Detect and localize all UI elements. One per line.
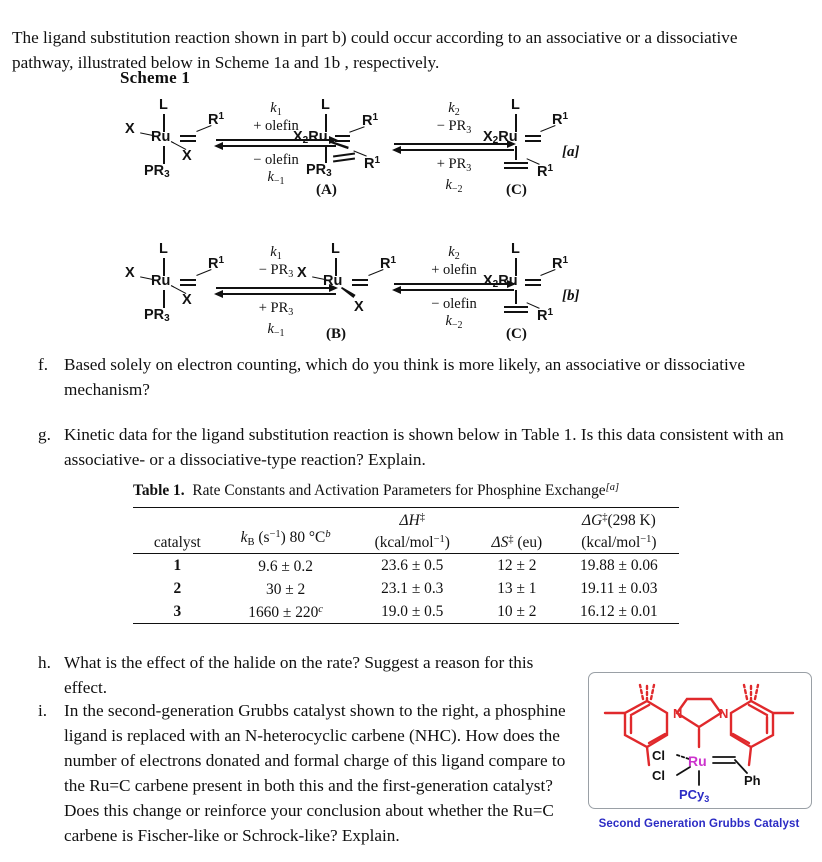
question-h-text: What is the effect of the halide on the rate? Suggest a reason for this effect. [64, 653, 534, 697]
bond-metal-olefin [515, 290, 517, 304]
question-i-text: In the second-generation Grubbs catalyst shown to the right, a phosphine ligand is replaced with an N-heterocyclic carbene (NHC). How does the number of electrons donated and formal charge of this ligand compare to the Ru=C carbene present in both this and the first-generation catalyst? Does this change or reinforce your conclusion about whether the Ru=C carbene is Fischer-like or Schrock-like? Explain. [64, 701, 566, 845]
substituent-R1-upper: $R^1$ [552, 111, 569, 128]
bond-olefin-upper [504, 306, 528, 308]
ligand-X-wedge-label: X [182, 292, 192, 308]
rate-constant-k-2-label: $k_{-2}$ [445, 313, 463, 331]
substituent-R1-label: $R^1$ [208, 255, 225, 272]
metal-center-Ru: Ru [151, 273, 171, 289]
table-caption-label: Table 1. [133, 482, 185, 499]
col-header-enthalpy: ΔH‡ (kcal/mol$^{-1}$) [374, 512, 450, 551]
question-h-marker: h. [38, 653, 51, 672]
table-caption [133, 478, 693, 501]
bond-metal-carbene-lower [525, 140, 541, 142]
ligand-PR3-label: $PR_3$ [144, 163, 170, 180]
cell-catalyst: 2 [173, 579, 182, 597]
substituent-R1-upper: $R^1$ [552, 255, 569, 272]
ligand-L-label: L [331, 241, 340, 257]
bond-metal-carbene-upper [335, 135, 350, 137]
table-row [133, 577, 679, 600]
bond-metal-carbene-upper [352, 279, 368, 281]
col-header-free-energy: ΔG‡(298 K) (kcal/mol$^{-1}$) [581, 512, 657, 551]
bond-metal-carbene-upper [525, 135, 541, 137]
bond-olefin-lower [333, 157, 355, 162]
ligand-PR3-label: $PR_3$ [144, 307, 170, 324]
cell-rate-constant: 30 ± 2 [266, 581, 306, 598]
dihalide-metal-label: $X_2Ru$ [483, 273, 518, 290]
bond-metal-olefin [515, 146, 517, 160]
ligand-X-wedge-label: X [182, 148, 192, 164]
bond-metal-carbene-lower [180, 140, 196, 142]
condition-add-olefin: + olefin [431, 262, 477, 278]
rate-constant-k1-label: $k_1$ [270, 100, 282, 118]
substituent-R1-label: $R^1$ [380, 255, 397, 272]
bond-metal-PR3 [163, 290, 165, 308]
col-header-catalyst: catalyst [153, 534, 201, 551]
cell-catalyst: 3 [173, 602, 182, 620]
question-f-marker: f. [38, 355, 49, 374]
scheme-1a [0, 96, 822, 216]
cell-catalyst: 1 [173, 556, 182, 574]
question-i [38, 698, 583, 848]
metal-center-Ru: Ru [151, 129, 171, 145]
bond-metal-carbene-upper [525, 279, 541, 281]
ligand-X-label: X [125, 121, 135, 137]
bond-olefin-lower [504, 311, 528, 313]
structure-label-C: (C) [506, 182, 527, 198]
bond-metal-carbene-lower [525, 284, 541, 286]
ligand-L-label: L [511, 97, 520, 113]
structure-label-B: (B) [326, 326, 346, 342]
ligand-PR3-label: $PR_3$ [306, 162, 332, 179]
ligand-X-wedge-label: X [354, 299, 364, 315]
rate-constants-table [133, 507, 679, 624]
question-h [38, 650, 578, 700]
nitrogen-right-label: N [719, 706, 729, 721]
col-header-rate-constant: $k_B$ $(s^{-1})$ 80 $^\circ C^b$ [240, 529, 331, 548]
bond-metal-carbene-lower [335, 140, 350, 142]
structure-label-A: (A) [316, 182, 337, 198]
metal-center-Ru: Ru [323, 273, 343, 289]
cell-entropy: 13 ± 1 [497, 579, 537, 597]
table-caption-footnote: [a] [605, 482, 620, 493]
chloride-lower-label: Cl [652, 768, 665, 783]
cell-entropy: 12 ± 2 [497, 556, 537, 574]
ruthenium-center-label: Ru [688, 753, 707, 769]
dihalide-metal-label: $X_2Ru$ [293, 129, 328, 146]
cell-free-energy: 16.12 ± 0.01 [580, 602, 658, 620]
substituent-R1-lower: $R^1$ [537, 307, 554, 324]
question-f [38, 352, 788, 402]
condition-lose-PR3: − $PR_3$ [258, 262, 294, 280]
substituent-R1-upper: $R^1$ [362, 112, 379, 129]
bond-metal-PR3 [163, 146, 165, 164]
condition-lose-olefin: − olefin [253, 152, 299, 168]
condition-add-olefin: + olefin [253, 118, 299, 134]
rate-constant-k2-label: $k_2$ [448, 100, 460, 118]
bond-metal-carbene-upper [180, 135, 196, 137]
col-header-entropy: ΔS‡ (eu) [491, 534, 543, 551]
bond-olefin-upper [504, 162, 528, 164]
rate-constant-k-1-label: $k_{-1}$ [267, 169, 285, 187]
rate-constant-k1-label: $k_1$ [270, 244, 282, 262]
question-i-marker: i. [38, 701, 48, 720]
scheme-title: Scheme 1 [120, 68, 191, 87]
ligand-X-label: X [297, 265, 307, 281]
bond-metal-carbene-lower [352, 284, 368, 286]
condition-add-PR3: + $PR_3$ [258, 300, 294, 318]
table-row [133, 554, 679, 578]
rate-constant-k-1-label: $k_{-1}$ [267, 321, 285, 339]
scheme-a-bracket-label: [a] [562, 144, 580, 160]
question-g-text: Kinetic data for the ligand substitution reaction is shown below in Table 1. Is this data consistent with an associative- or a dissociative-type reaction? Explain. [64, 425, 784, 469]
ligand-L-label: L [159, 97, 168, 113]
bond-metal-carbene-upper [180, 279, 196, 281]
ligand-L-label: L [321, 97, 330, 113]
cell-enthalpy: 23.6 ± 0.5 [381, 556, 444, 574]
nitrogen-left-label: N [673, 706, 683, 721]
grubbs-catalyst-figure-box [588, 672, 812, 809]
question-g [38, 422, 788, 472]
bond-olefin-lower [504, 167, 528, 169]
table-caption-text: Rate Constants and Activation Parameters for Phosphine Exchange [192, 482, 606, 499]
structure-label-C: (C) [506, 326, 527, 342]
scheme-1b [0, 240, 822, 360]
rate-constant-k-2-label: $k_{-2}$ [445, 177, 463, 195]
bond-metal-carbene-lower [180, 284, 196, 286]
table-row [133, 600, 679, 624]
cell-entropy: 10 ± 2 [497, 602, 537, 620]
ligand-X-label: X [125, 265, 135, 281]
table-1-block [133, 478, 693, 624]
bond-metal-PR3 [325, 146, 327, 163]
question-g-marker: g. [38, 425, 51, 444]
cell-rate-constant: $1660 \pm 220^c$ [248, 604, 323, 621]
cell-enthalpy: 23.1 ± 0.3 [381, 579, 444, 597]
rate-constant-k2-label: $k_2$ [448, 244, 460, 262]
bond-metal-olefin-wedge [330, 141, 349, 149]
cell-rate-constant: 9.6 ± 0.2 [258, 558, 313, 575]
intro-paragraph: The ligand substitution reaction shown in part b) could occur according to an associative or a dissociative pathway, illustrated below in Scheme 1a and 1b , respectively. [12, 28, 738, 73]
question-f-text: Based solely on electron counting, which do you think is more likely, an associative or dissociative mechanism? [64, 355, 745, 399]
condition-add-PR3: + $PR_3$ [436, 156, 472, 174]
ligand-L-label: L [159, 241, 168, 257]
dihalide-metal-label: $X_2Ru$ [483, 129, 518, 146]
chloride-upper-label: Cl [652, 748, 665, 763]
condition-lose-PR3: − $PR_3$ [436, 118, 472, 136]
substituent-R1-lower: $R^1$ [537, 163, 554, 180]
table-header [133, 508, 679, 554]
substituent-R1-label: $R^1$ [208, 111, 225, 128]
tricyclohexylphosphine-label: PCy$_3$ [679, 787, 710, 804]
grubbs-catalyst-caption: Second Generation Grubbs Catalyst [598, 818, 800, 830]
scheme-b-bracket-label: [b] [562, 288, 580, 304]
table-body [133, 554, 679, 624]
substituent-R1-lower: $R^1$ [364, 155, 381, 172]
bond-olefin-upper [333, 152, 355, 157]
bond-metal-X-wedge [340, 286, 356, 298]
cell-free-energy: 19.11 ± 0.03 [580, 579, 658, 597]
cell-enthalpy: 19.0 ± 0.5 [381, 602, 444, 620]
cell-free-energy: 19.88 ± 0.06 [580, 556, 658, 574]
phenyl-label: Ph [744, 773, 761, 788]
ligand-L-label: L [511, 241, 520, 257]
condition-lose-olefin: − olefin [431, 296, 477, 312]
grubbs-catalyst-structure [589, 673, 809, 806]
